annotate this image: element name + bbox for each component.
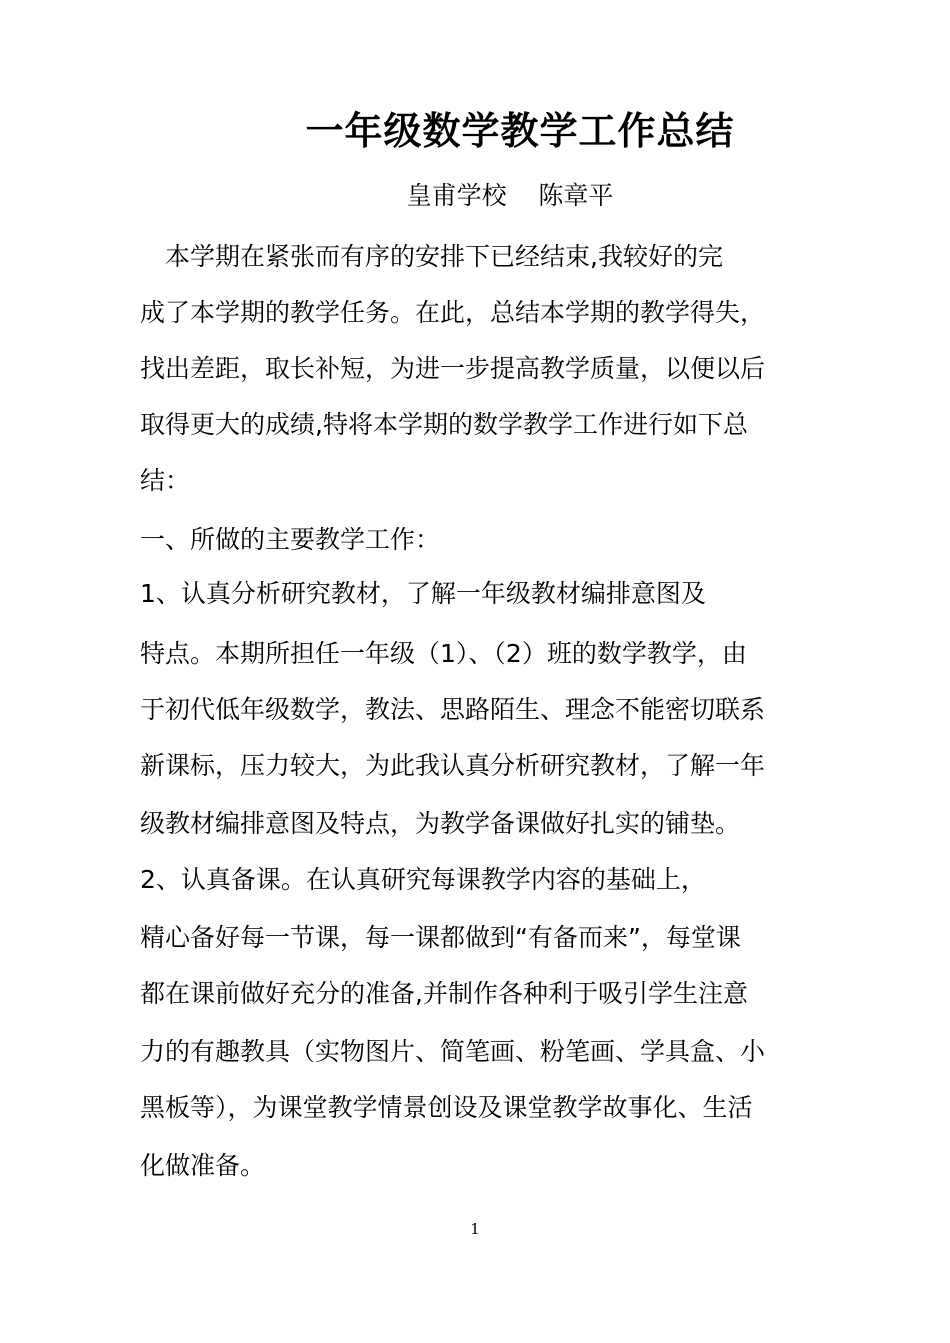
- author-line: 皇甫学校 陈章平: [406, 181, 614, 210]
- paragraph-line: 级教材编排意图及特点，为教学备课做好扎实的铺垫。: [140, 809, 741, 838]
- paragraph-line: 化做准备。: [140, 1151, 266, 1180]
- paragraph-line: 找出差距，取长补短，为进一步提高教学质量，以便以后: [140, 354, 766, 383]
- paragraph-line: 特点。本期所担任一年级（1）、（2）班的数学教学，由: [140, 639, 747, 668]
- section-heading: 一、所做的主要教学工作：: [140, 525, 441, 554]
- paragraph-line: 新课标，压力较大，为此我认真分析研究教材，了解一年: [140, 751, 766, 780]
- document-title: 一年级数学教学工作总结: [305, 109, 735, 153]
- paragraph-line: 结：: [140, 466, 191, 495]
- paragraph-line: 取得更大的成绩,特将本学期的数学教学工作进行如下总: [140, 410, 748, 439]
- paragraph-line: 都在课前做好充分的准备,并制作各种利于吸引学生注意: [140, 979, 748, 1008]
- paragraph-line: 精心备好每一节课，每一课都做到“有备而来”，每堂课: [140, 923, 741, 952]
- page-number: 1: [470, 1220, 480, 1238]
- paragraph-line: 2、认真备课。在认真研究每课教学内容的基础上，: [140, 865, 706, 894]
- paragraph-line: 成了本学期的教学任务。在此，总结本学期的教学得失，: [140, 298, 766, 327]
- paragraph-line: 本学期在紧张而有序的安排下已经结束,我较好的完: [140, 242, 723, 271]
- paragraph-line: 1、认真分析研究教材，了解一年级教材编排意图及: [140, 579, 706, 608]
- paragraph-line: 力的有趣教具（实物图片、简笔画、粉笔画、学具盒、小: [140, 1037, 766, 1066]
- paragraph-line: 于初代低年级数学，教法、思路陌生、理念不能密切联系: [140, 695, 766, 724]
- paragraph-line: 黑板等），为课堂教学情景创设及课堂教学故事化、生活: [140, 1093, 753, 1122]
